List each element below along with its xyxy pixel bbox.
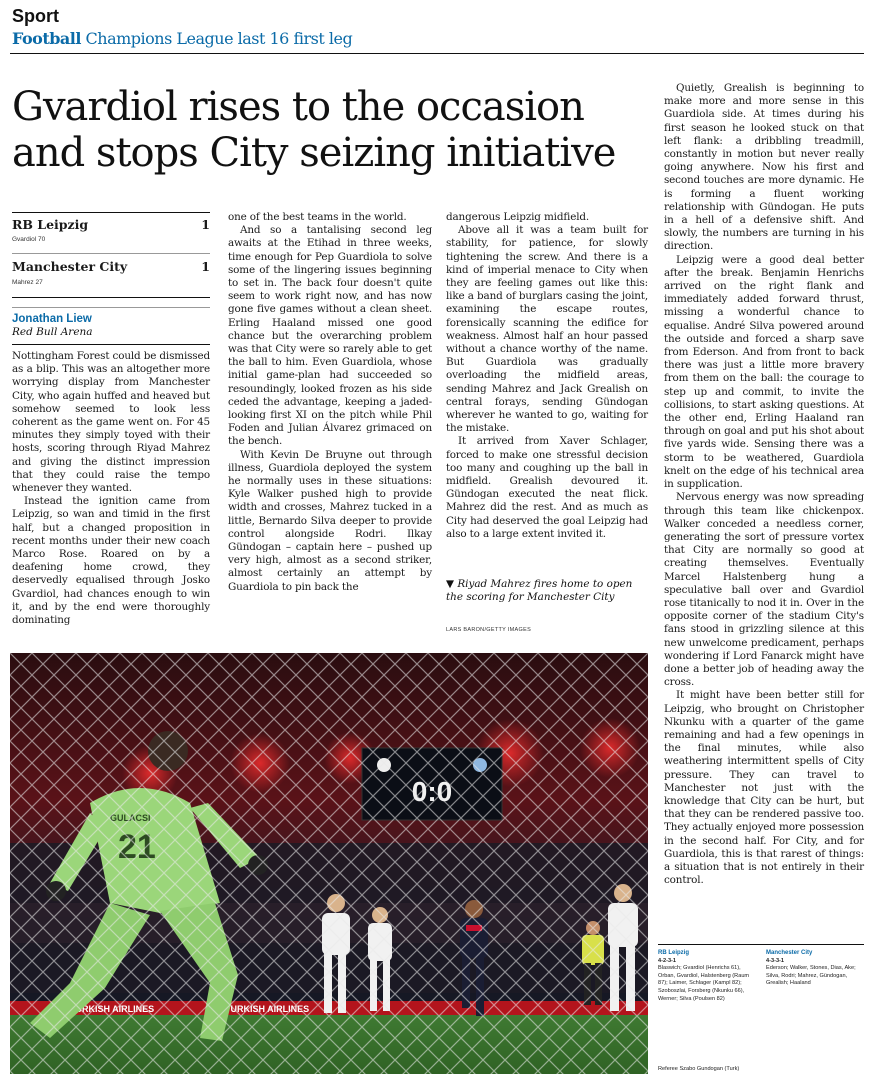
header-rule [10, 53, 864, 54]
col4-para: Leipzig were a good deal better after the break. Benjamin Henrichs arrived on the right flank and immediately added forward thrust, missing a wonderful chance to equalise. André Silva powered around the outside and forced a sharp save from Ederson. And from front to back there was just a little more bravery from them on the ball: the courage to step up and commit, to invite the collisions, to start asking questions. At the other end, Erling Haaland ran through on goal and put his shot about five yards wide. Sensing there was a storm to be weathered, Guardiola knelt on the edge of his technical area in supplication. [664, 253, 864, 491]
photo-caption [446, 578, 646, 604]
caption-marker: ▼ [446, 578, 454, 590]
away-score-row [12, 259, 210, 274]
col2-para: And so a tantalising second leg awaits at the Etihad in three weeks, time enough for Pep Guardiola to solve some of the lingering issues beginning to set in. The back four doesn't quite seem to work right now, and has now gone five games without a clean sheet. Erling Haaland missed one good chance but the overarching problem was that City were so rarely able to get the ball to him. Even Guardiola, whose initial game-plan had succeeded so resoundingly, looked frozen as his side ceded the advantage, keeping a jaded-looking first XI on the pitch while Phil Foden and Julian Álvarez grimaced on the bench. [228, 224, 432, 448]
match-photo [10, 653, 648, 1074]
col4-para: Quietly, Grealish is beginning to make more and more sense in this Guardiola side. At times during his first season he looked stuck on that left flank: a dribbling treadmill, constantly in motion but never really going anywhere. Now his first and second touches are more dynamic. He is forming a fluent working relationship with Gündogan. He puts in a hell of a defensive shift. And slowly, the numbers are turning in his direction. [664, 82, 864, 253]
col4-para: Nervous energy was now spreading through this team like chickenpox. Walker conceded a needless corner, generating the sort of pressure vortex that City are normally so good at creating themselves. Eventually Marcel Halstenberg hung a speculative ball over and Gvardiol rose titanically to nod it in. Over in the opposite corner of the stadium City's fans stood in grizzling silence at this new unwelcome predicament, perhaps wondering if Lord Fanarck might have done a better job of heading away the cross. [664, 491, 864, 689]
photo-credit: LARS BARON/GETTY IMAGES [446, 627, 532, 633]
lineup-away [766, 950, 864, 988]
home-team: RB Leipzig [12, 217, 89, 232]
column-2 [228, 211, 432, 594]
col4-para: It might have been better still for Leipzig, who brought on Christopher Nkunku with a quarter of the game remaining and had a few openings in the final minutes, while also weathering intermittent spells of City pressure. They can travel to Manchester not just with the knowledge that City can be hurt, but that they can be rendered passive too. They actually enjoyed more possession in the second half. For City, and for Guardiola, this is that rarest of things: a situation that is not entirely in their control. [664, 689, 864, 887]
lineup-home [658, 950, 756, 1003]
lineups-rule [658, 944, 864, 945]
column-3 [446, 211, 648, 541]
score-rule-bottom [12, 297, 210, 298]
col1-para: Nottingham Forest could be dismissed as a blip. This was an altogether more worrying display from Manchester City, who again huffed and heaved but somehow seemed to look less coherent as the game went on. For 45 minutes they simply toyed with their hosts, scoring through Riyad Mahrez and giving the distinct impression that they could raise the tempo whenever they wanted. [12, 350, 210, 495]
column-1 [12, 350, 210, 627]
lineup-away-players: Ederson; Walker, Stones, Dias, Ake; Silva, Rodri; Mahrez, Gündogan, Grealish; Haaland [766, 965, 856, 987]
home-goals: 1 [201, 217, 210, 232]
col3-para: It arrived from Xaver Schlager, forced to make one stressful decision too many and coughing up the ball in midfield. Grealish devoured it. Gündogan executed the neat flick. Mahrez did the rest. And as much as City had deserved the goal Leipzig had also to a large extent invited it. [446, 435, 648, 540]
subsection-label [12, 29, 352, 48]
caption-text: Riyad Mahrez fires home to open the scoring for Manchester City [446, 578, 633, 603]
column-4 [664, 82, 864, 887]
subsection-competition: Champions League last 16 first leg [85, 29, 353, 48]
byline-rule-bottom [12, 344, 210, 345]
home-scorer: Gvardiol 70 [12, 236, 46, 243]
col3-para: Above all it was a team built for stability, for patience, for slowly tightening the screw. And there is a kind of imperial menace to City when they are feeling games out like this: like a band of burglars casing the joint, examining the escape routes, forensically scanning the edifice for weakness. Almost half an hour passed without a chance worthy of the name. But Guardiola was gradually overloading the midfield areas, sending Mahrez and Jack Grealish on central forays, sending Gündogan wherever he wanted to go, waiting for the mistake. [446, 224, 648, 435]
col2-para: With Kevin De Bruyne out through illness, Guardiola deployed the system he normally uses in these situations: Kyle Walker pushed high to provide width and crosses, Mahrez tucked in a little, Bernardo Silva deeper to provide control alongside Rodri. Ilkay Gündogan – captain here – pushed up very high, almost as a second striker, almost certainly an attempt by Guardiola to pin back the [228, 448, 432, 593]
lineup-home-team: RB Leipzig [658, 950, 689, 956]
col3-para: dangerous Leipzig midfield. [446, 211, 590, 223]
score-rule-mid [12, 253, 210, 254]
byline-rule [12, 307, 210, 308]
section-label: Sport [12, 6, 59, 26]
col1-para: Instead the ignition came from Leipzig, so wan and timid in the first half, but a changed proposition in recent months under their new coach Marco Rose. Roared on by a deafening home crowd, they deservedly equalised through Josko Gvardiol, had chances enough to win it, and by the end were thoroughly dominating [12, 495, 210, 627]
col2-para: one of the best teams in the world. [228, 211, 407, 223]
away-scorer: Mahrez 27 [12, 279, 43, 286]
byline-venue: Red Bull Arena [12, 326, 93, 338]
lineup-away-formation: 4-3-3-1 [766, 957, 785, 964]
byline-author: Jonathan Liew [12, 313, 92, 325]
score-rule-top [12, 212, 210, 213]
home-score-row [12, 217, 210, 232]
lineup-home-players: Blaswich; Gvardiol (Henrichs 61), Orban, Gvardiol, Halstenberg (Raum 87); Laimer, Schlager (Kampl 82); Szoboszlai, Forsberg (Nkunku 66), Werner; Silva (Poulsen 82) [658, 965, 750, 1002]
away-team: Manchester City [12, 259, 128, 274]
headline: Gvardiol rises to the occasion and stops City seizing initiative [12, 84, 616, 176]
away-goals: 1 [201, 259, 210, 274]
referee-line: Referee Szabo Gundogan (Turk) [658, 1066, 740, 1072]
lineup-away-team: Manchester City [766, 950, 813, 956]
lineup-home-formation: 4-2-3-1 [658, 957, 677, 964]
subsection-sport: Football [12, 29, 81, 48]
